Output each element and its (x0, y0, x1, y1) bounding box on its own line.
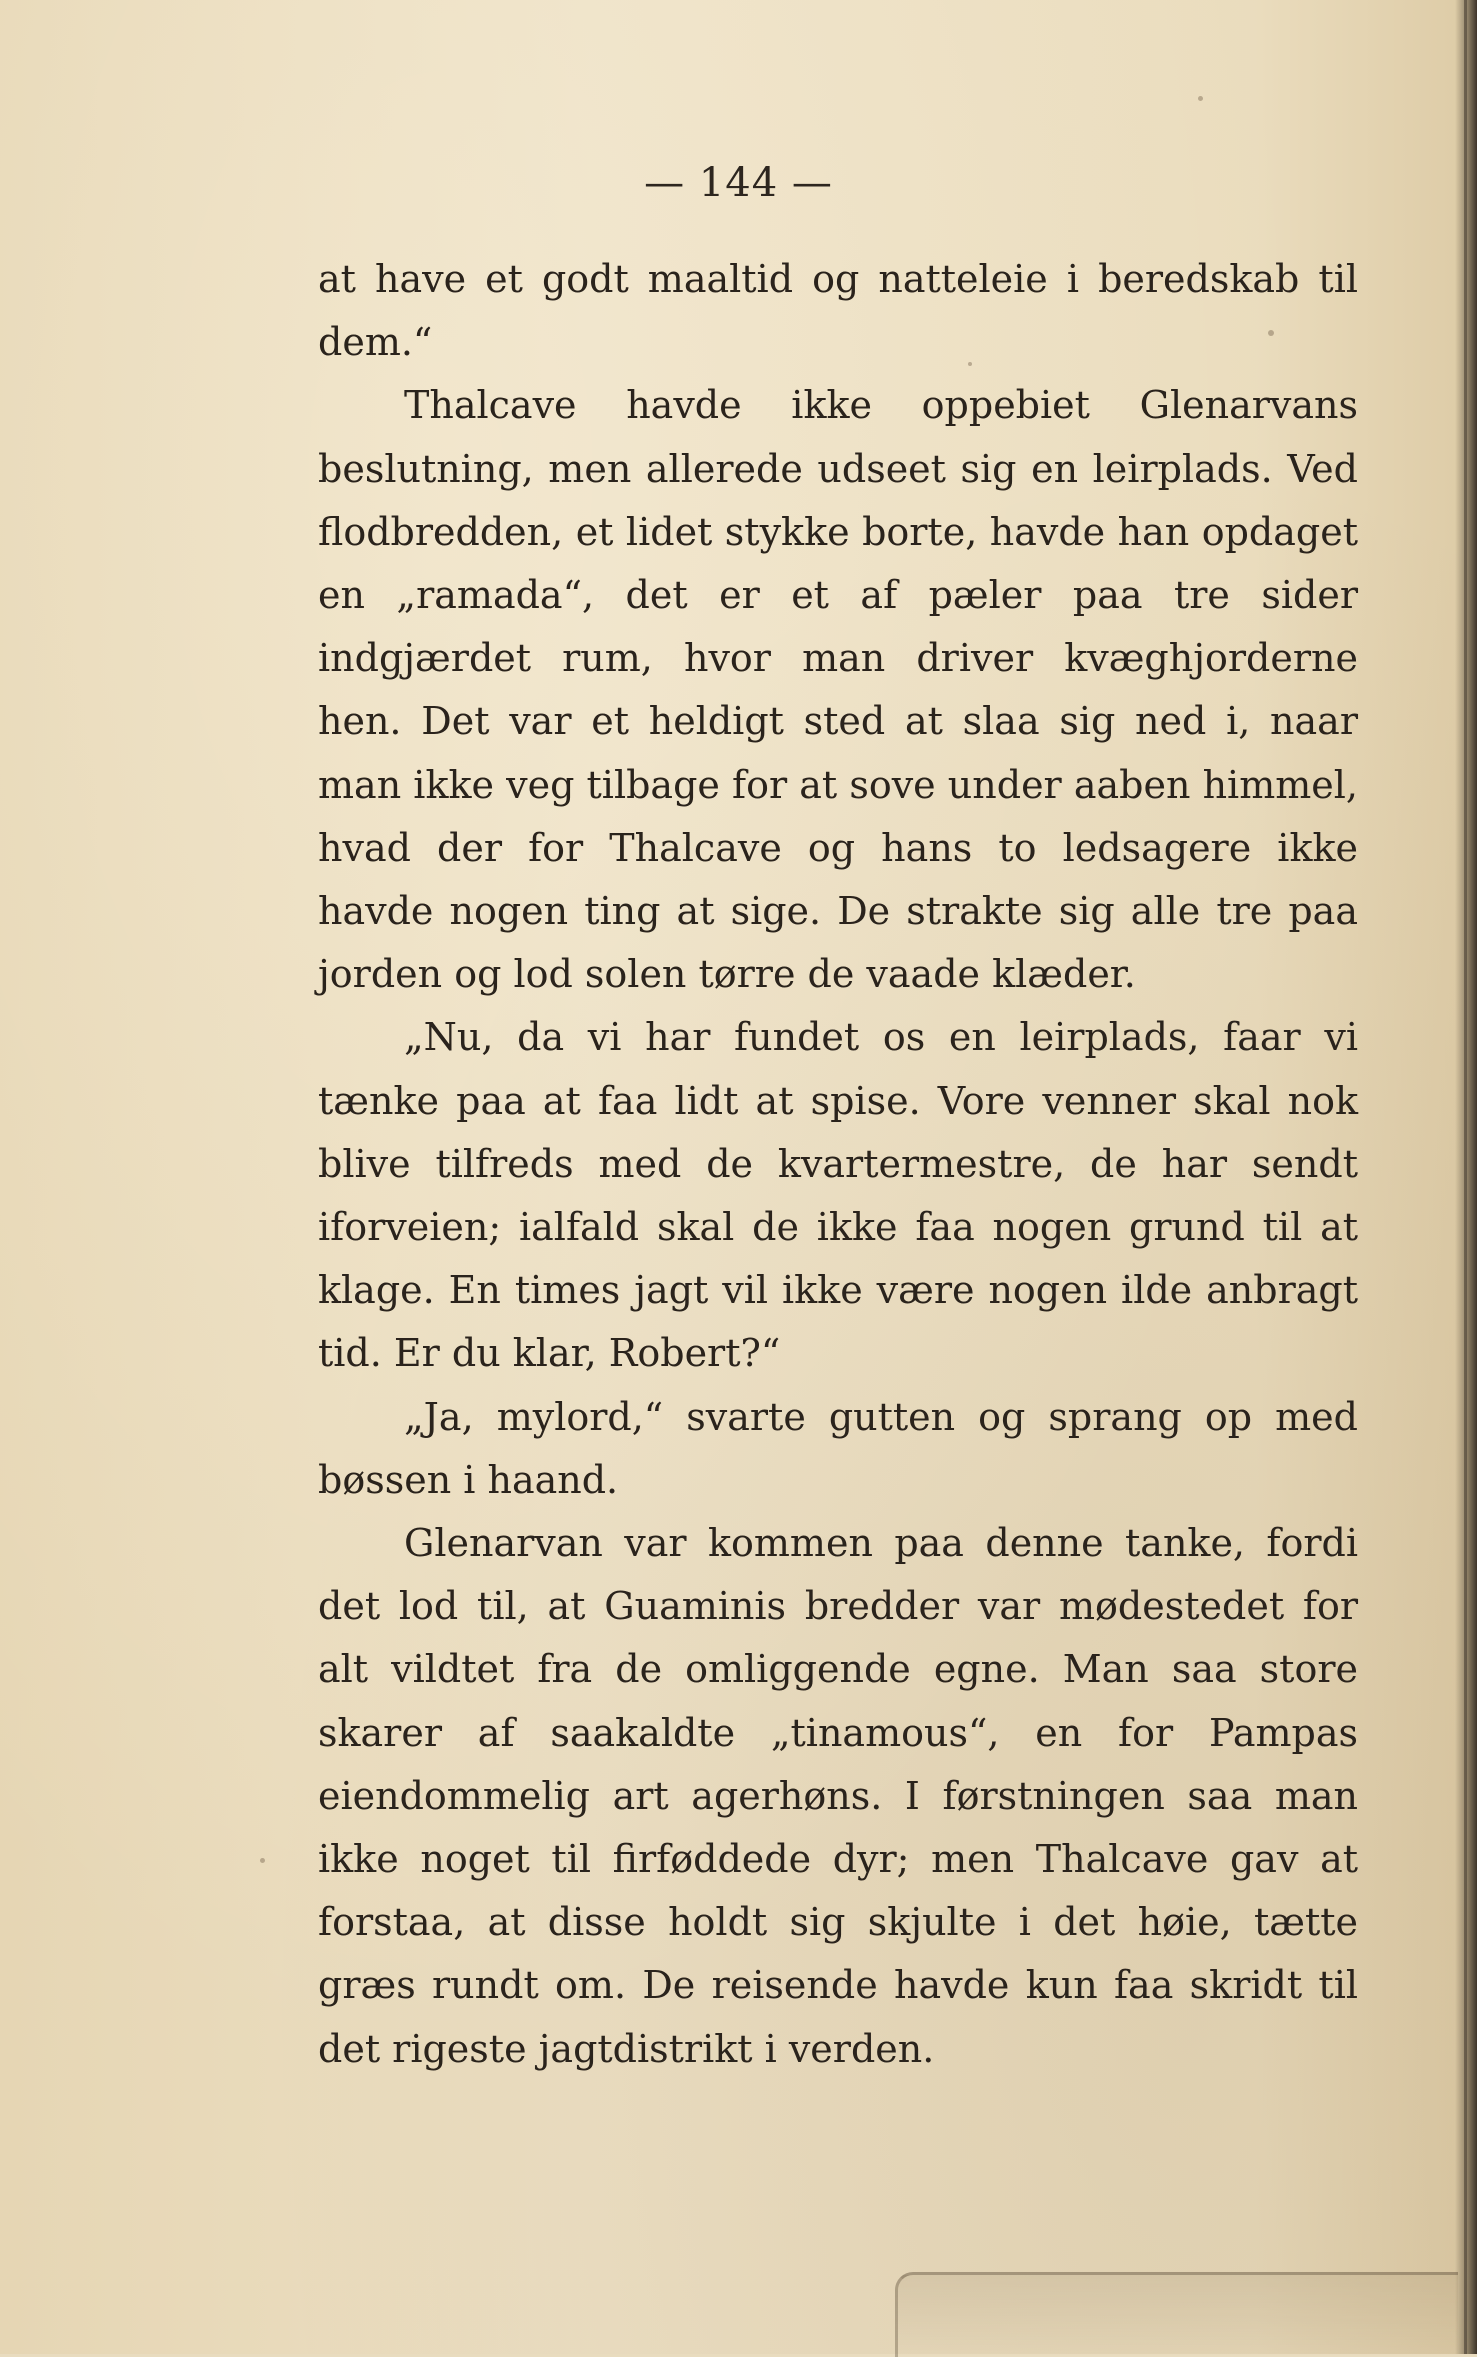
page-corner-fold (895, 2272, 1458, 2357)
body-text (318, 248, 1358, 2081)
paragraph: Glenarvan var kommen paa denne tanke, fordi det lod til, at Guaminis bredder var mødestedet for alt vildtet fra de omliggende egne. Man saa store skarer af saakaldte „tinamous“, en for Pampas eiendommelig art agerhøns. I førstningen saa man ikke noget til firføddede dyr; men Thalcave gav at forstaa, at disse holdt sig skjulte i det høie, tætte græs rundt om. De reisende havde kun faa skridt til det rigeste jagtdistrikt i verden. (318, 1521, 1358, 2071)
page-edge-line (1464, 0, 1467, 2354)
page-number: — 144 — (644, 160, 833, 206)
paragraph: „Nu, da vi har fundet os en leirplads, faar vi tænke paa at faa lidt at spise. Vore venner skal nok blive tilfreds med de kvartermestre, de har sendt iforveien; ialfald skal de ikke faa nogen grund til at klage. En times jagt vil ikke være nogen ilde anbragt tid. Er du klar, Robert?“ (318, 1015, 1358, 1376)
paper-speck (1198, 96, 1203, 101)
paragraph: „Ja, mylord,“ svarte gutten og sprang op med bøssen i haand. (318, 1394, 1358, 1502)
paragraph-continuation: at have et godt maaltid og natteleie i beredskab til dem.“ (318, 257, 1358, 365)
paper-speck (260, 1858, 265, 1863)
paragraph: Thalcave havde ikke oppebiet Glenarvans beslutning, men allerede udseet sig en leirplads. Ved flodbredden, et lidet stykke borte, havde han opdaget en „ramada“, det er et af pæler paa tre sider indgjærdet rum, hvor man driver kvæghjorderne hen. Det var et heldigt sted at slaa sig ned i, naar man ikke veg tilbage for at sove under aaben himmel, hvad der for Thalcave og hans to ledsagere ikke havde nogen ting at sige. De strakte sig alle tre paa jorden og lod solen tørre de vaade klæder. (318, 383, 1358, 997)
